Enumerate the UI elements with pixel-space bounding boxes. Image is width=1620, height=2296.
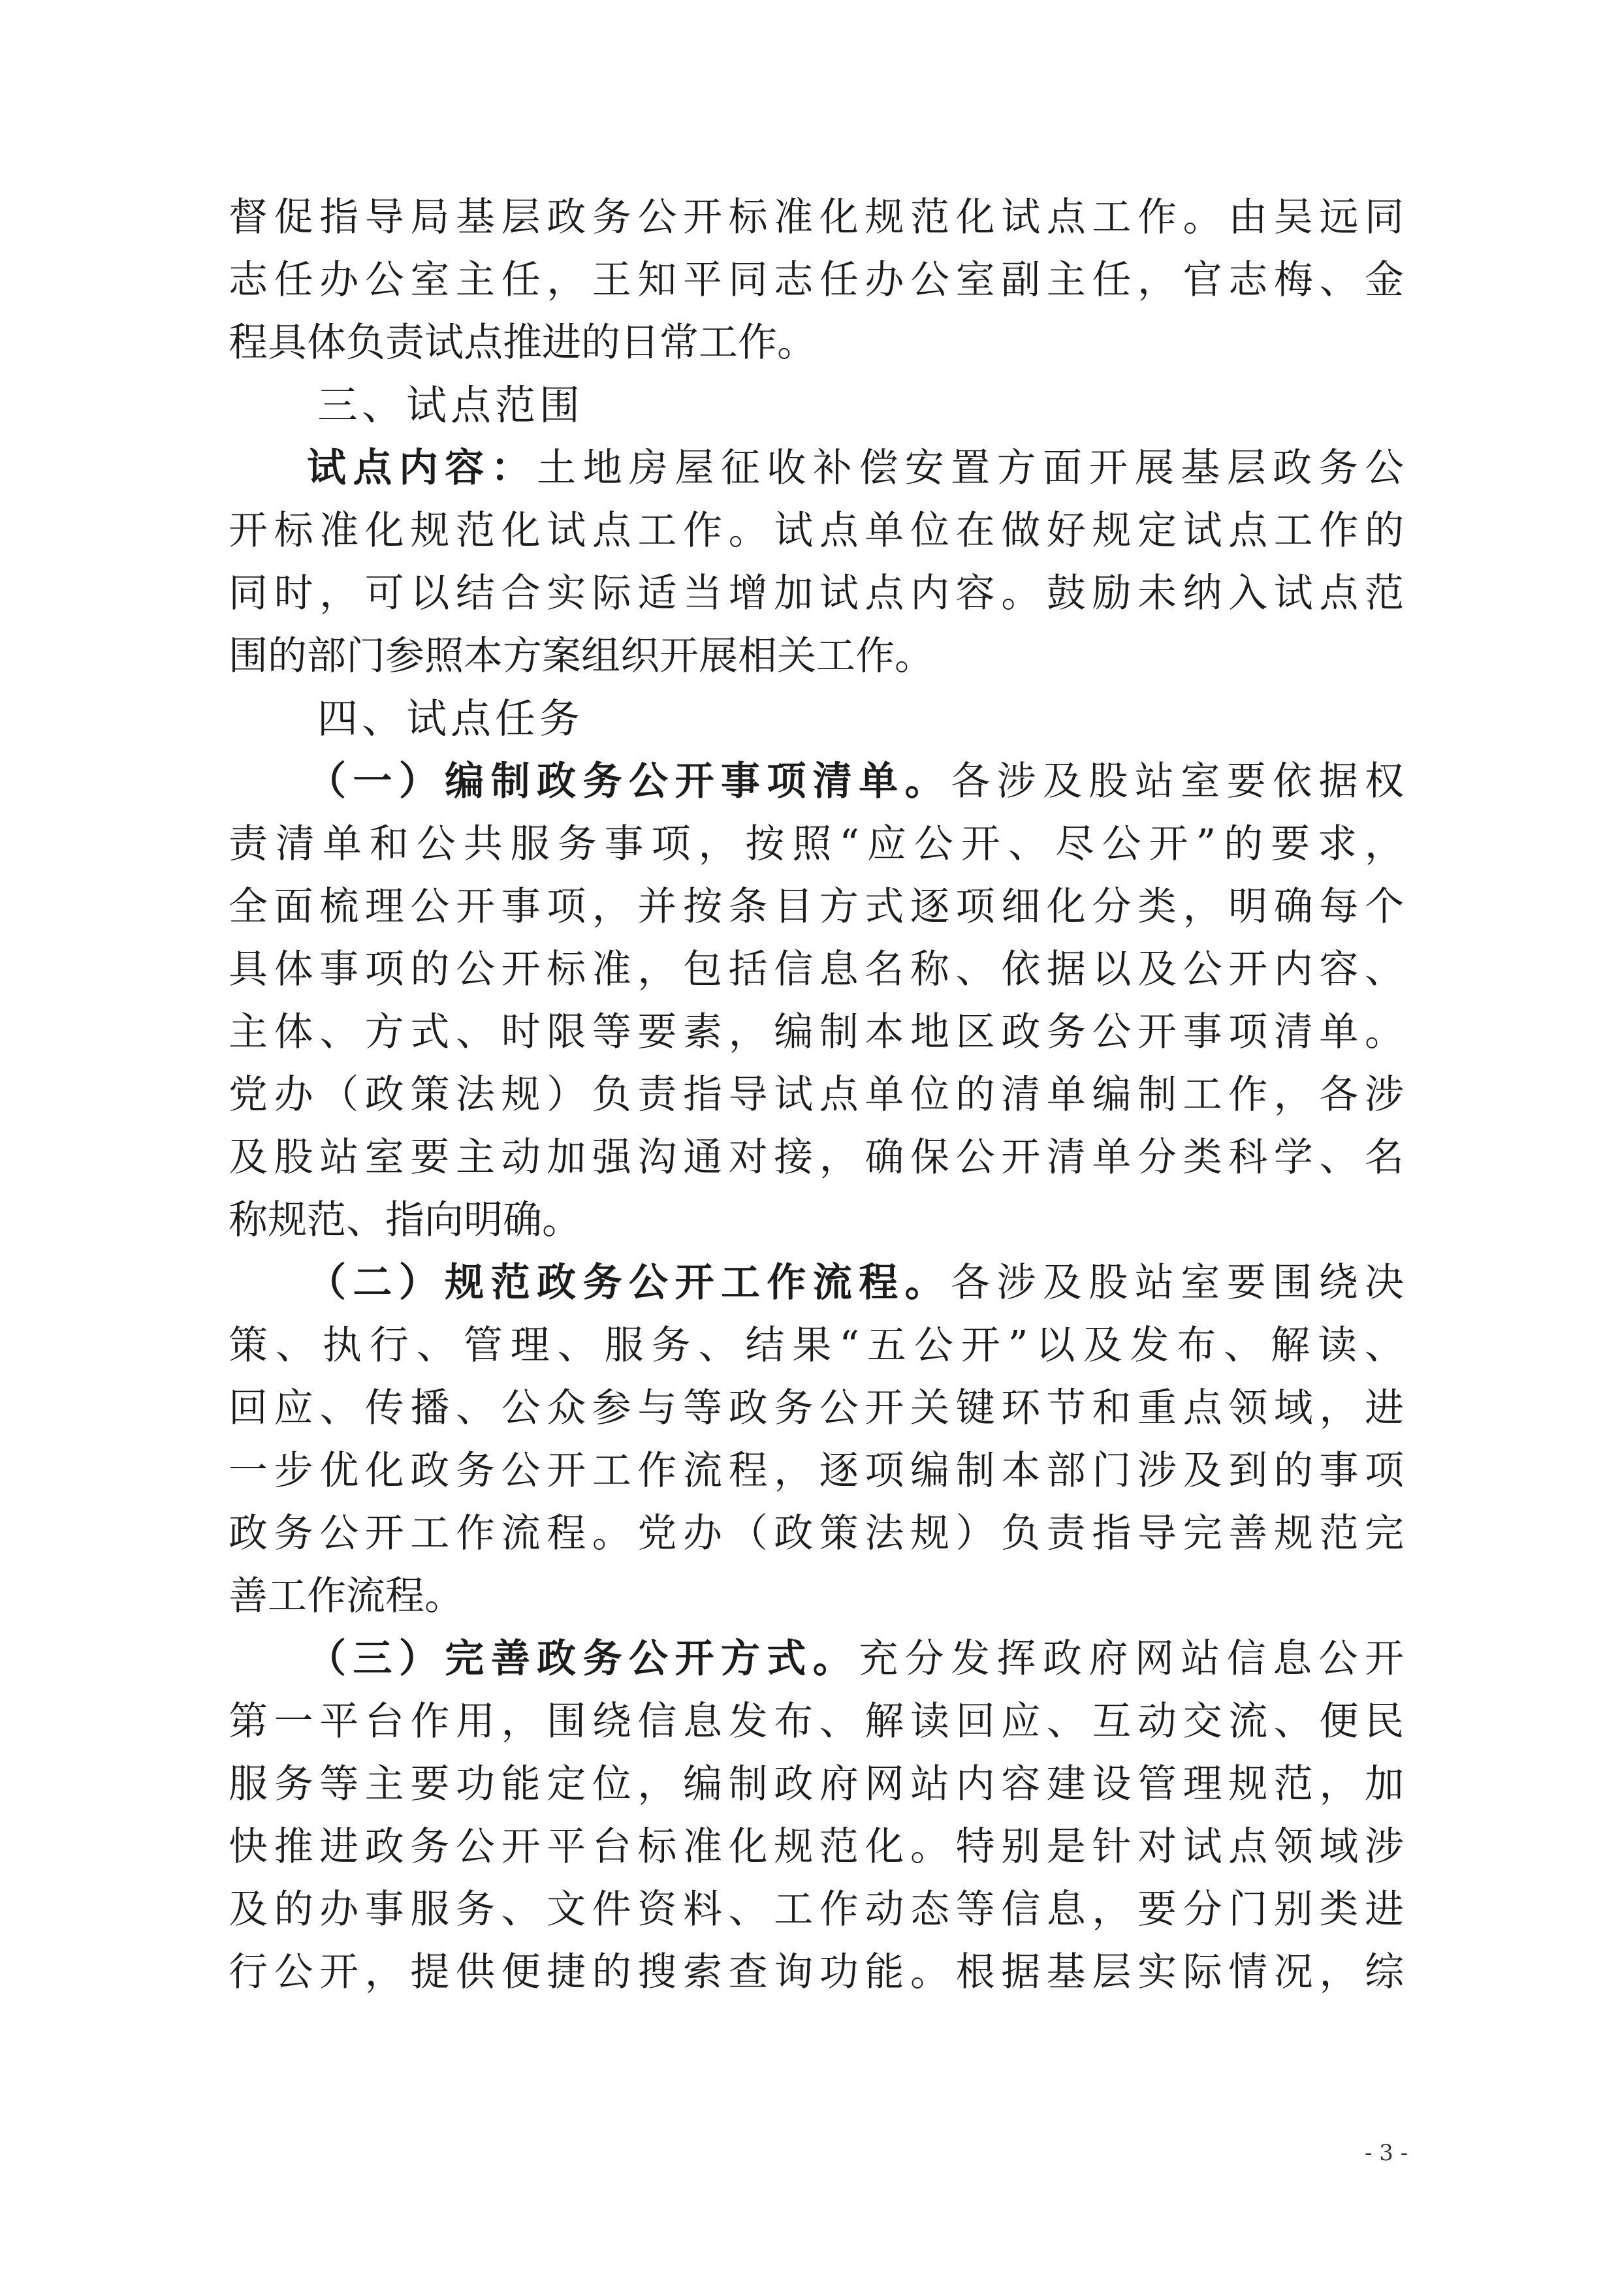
text-line: 行公开，提供便捷的搜索查询功能。根据基层实际情况，综: [229, 1949, 1404, 1995]
text-line: 及股站室要主动加强沟通对接，确保公开清单分类科学、名: [229, 1135, 1404, 1180]
paragraph-text: 充分发挥政府网站信息公开: [859, 1636, 1405, 1682]
paragraph-lead: （二）规范政务公开工作流程。: [307, 1260, 951, 1306]
paragraph-text: 各涉及股站室要依据权: [951, 759, 1405, 804]
text-line: 服务等主要功能定位，编制政府网站内容建设管理规范，加: [229, 1761, 1404, 1807]
text-line: 第一平台作用，围绕信息发布、解读回应、互动交流、便民: [229, 1699, 1404, 1744]
paragraph-text: 各涉及股站室要围绕决: [951, 1260, 1405, 1306]
text-line: 回应、传播、公众参与等政务公开关键环节和重点领域，进: [229, 1385, 1404, 1431]
section-heading-tasks: 四、试点任务: [317, 695, 584, 742]
text-line: 策、执行、管理、服务、结果“五公开”以及发布、解读、: [229, 1323, 1404, 1368]
text-line: [229, 750, 1404, 813]
page-number: - 3 -: [1365, 2140, 1408, 2166]
text-line: 快推进政务公开平台标准化规范化。特别是针对试点领域涉: [229, 1824, 1404, 1870]
text-line: 及的办事服务、文件资料、工作动态等信息，要分门别类进: [229, 1887, 1404, 1932]
text-line: 同时，可以结合实际适当增加试点内容。鼓励未纳入试点范: [229, 571, 1404, 616]
text-line: 围的部门参照本方案组织开展相关工作。: [229, 633, 934, 679]
paragraph-text: 土地房屋征收补偿安置方面开展基层政务公: [537, 445, 1405, 491]
text-line: 督促指导局基层政务公开标准化规范化试点工作。由吴远同: [229, 195, 1404, 240]
text-line: 党办（政策法规）负责指导试点单位的清单编制工作，各涉: [229, 1072, 1404, 1118]
paragraph-lead: （三）完善政务公开方式。: [307, 1636, 859, 1682]
text-line: 政务公开工作流程。党办（政策法规）负责指导完善规范完: [229, 1511, 1404, 1556]
text-line: 善工作流程。: [229, 1573, 464, 1619]
section-heading-scope: 三、试点范围: [317, 381, 584, 429]
text-line: 一步优化政务公开工作流程，逐项编制本部门涉及到的事项: [229, 1448, 1404, 1494]
text-line: [229, 1251, 1404, 1314]
text-line: 主体、方式、时限等要素，编制本地区政务公开事项清单。: [229, 1009, 1404, 1055]
text-line: 志任办公室主任，王知平同志任办公室副主任，官志梅、金: [229, 257, 1404, 303]
text-line: 责清单和公共服务事项，按照“应公开、尽公开”的要求，: [229, 821, 1404, 867]
text-line: [229, 437, 1404, 499]
paragraph-lead: （一）编制政务公开事项清单。: [307, 759, 951, 804]
document-body: [229, 186, 1404, 2004]
text-line: 程具体负责试点推进的日常工作。: [229, 320, 816, 366]
text-line: 具体事项的公开标准，包括信息名称、依据以及公开内容、: [229, 947, 1404, 992]
text-line: [229, 1628, 1404, 1690]
text-line: 称规范、指向明确。: [229, 1197, 581, 1243]
paragraph-lead: 试点内容：: [307, 445, 537, 491]
text-line: 全面梳理公开事项，并按条目方式逐项细化分类，明确每个: [229, 884, 1404, 930]
text-line: 开标准化规范化试点工作。试点单位在做好规定试点工作的: [229, 508, 1404, 554]
